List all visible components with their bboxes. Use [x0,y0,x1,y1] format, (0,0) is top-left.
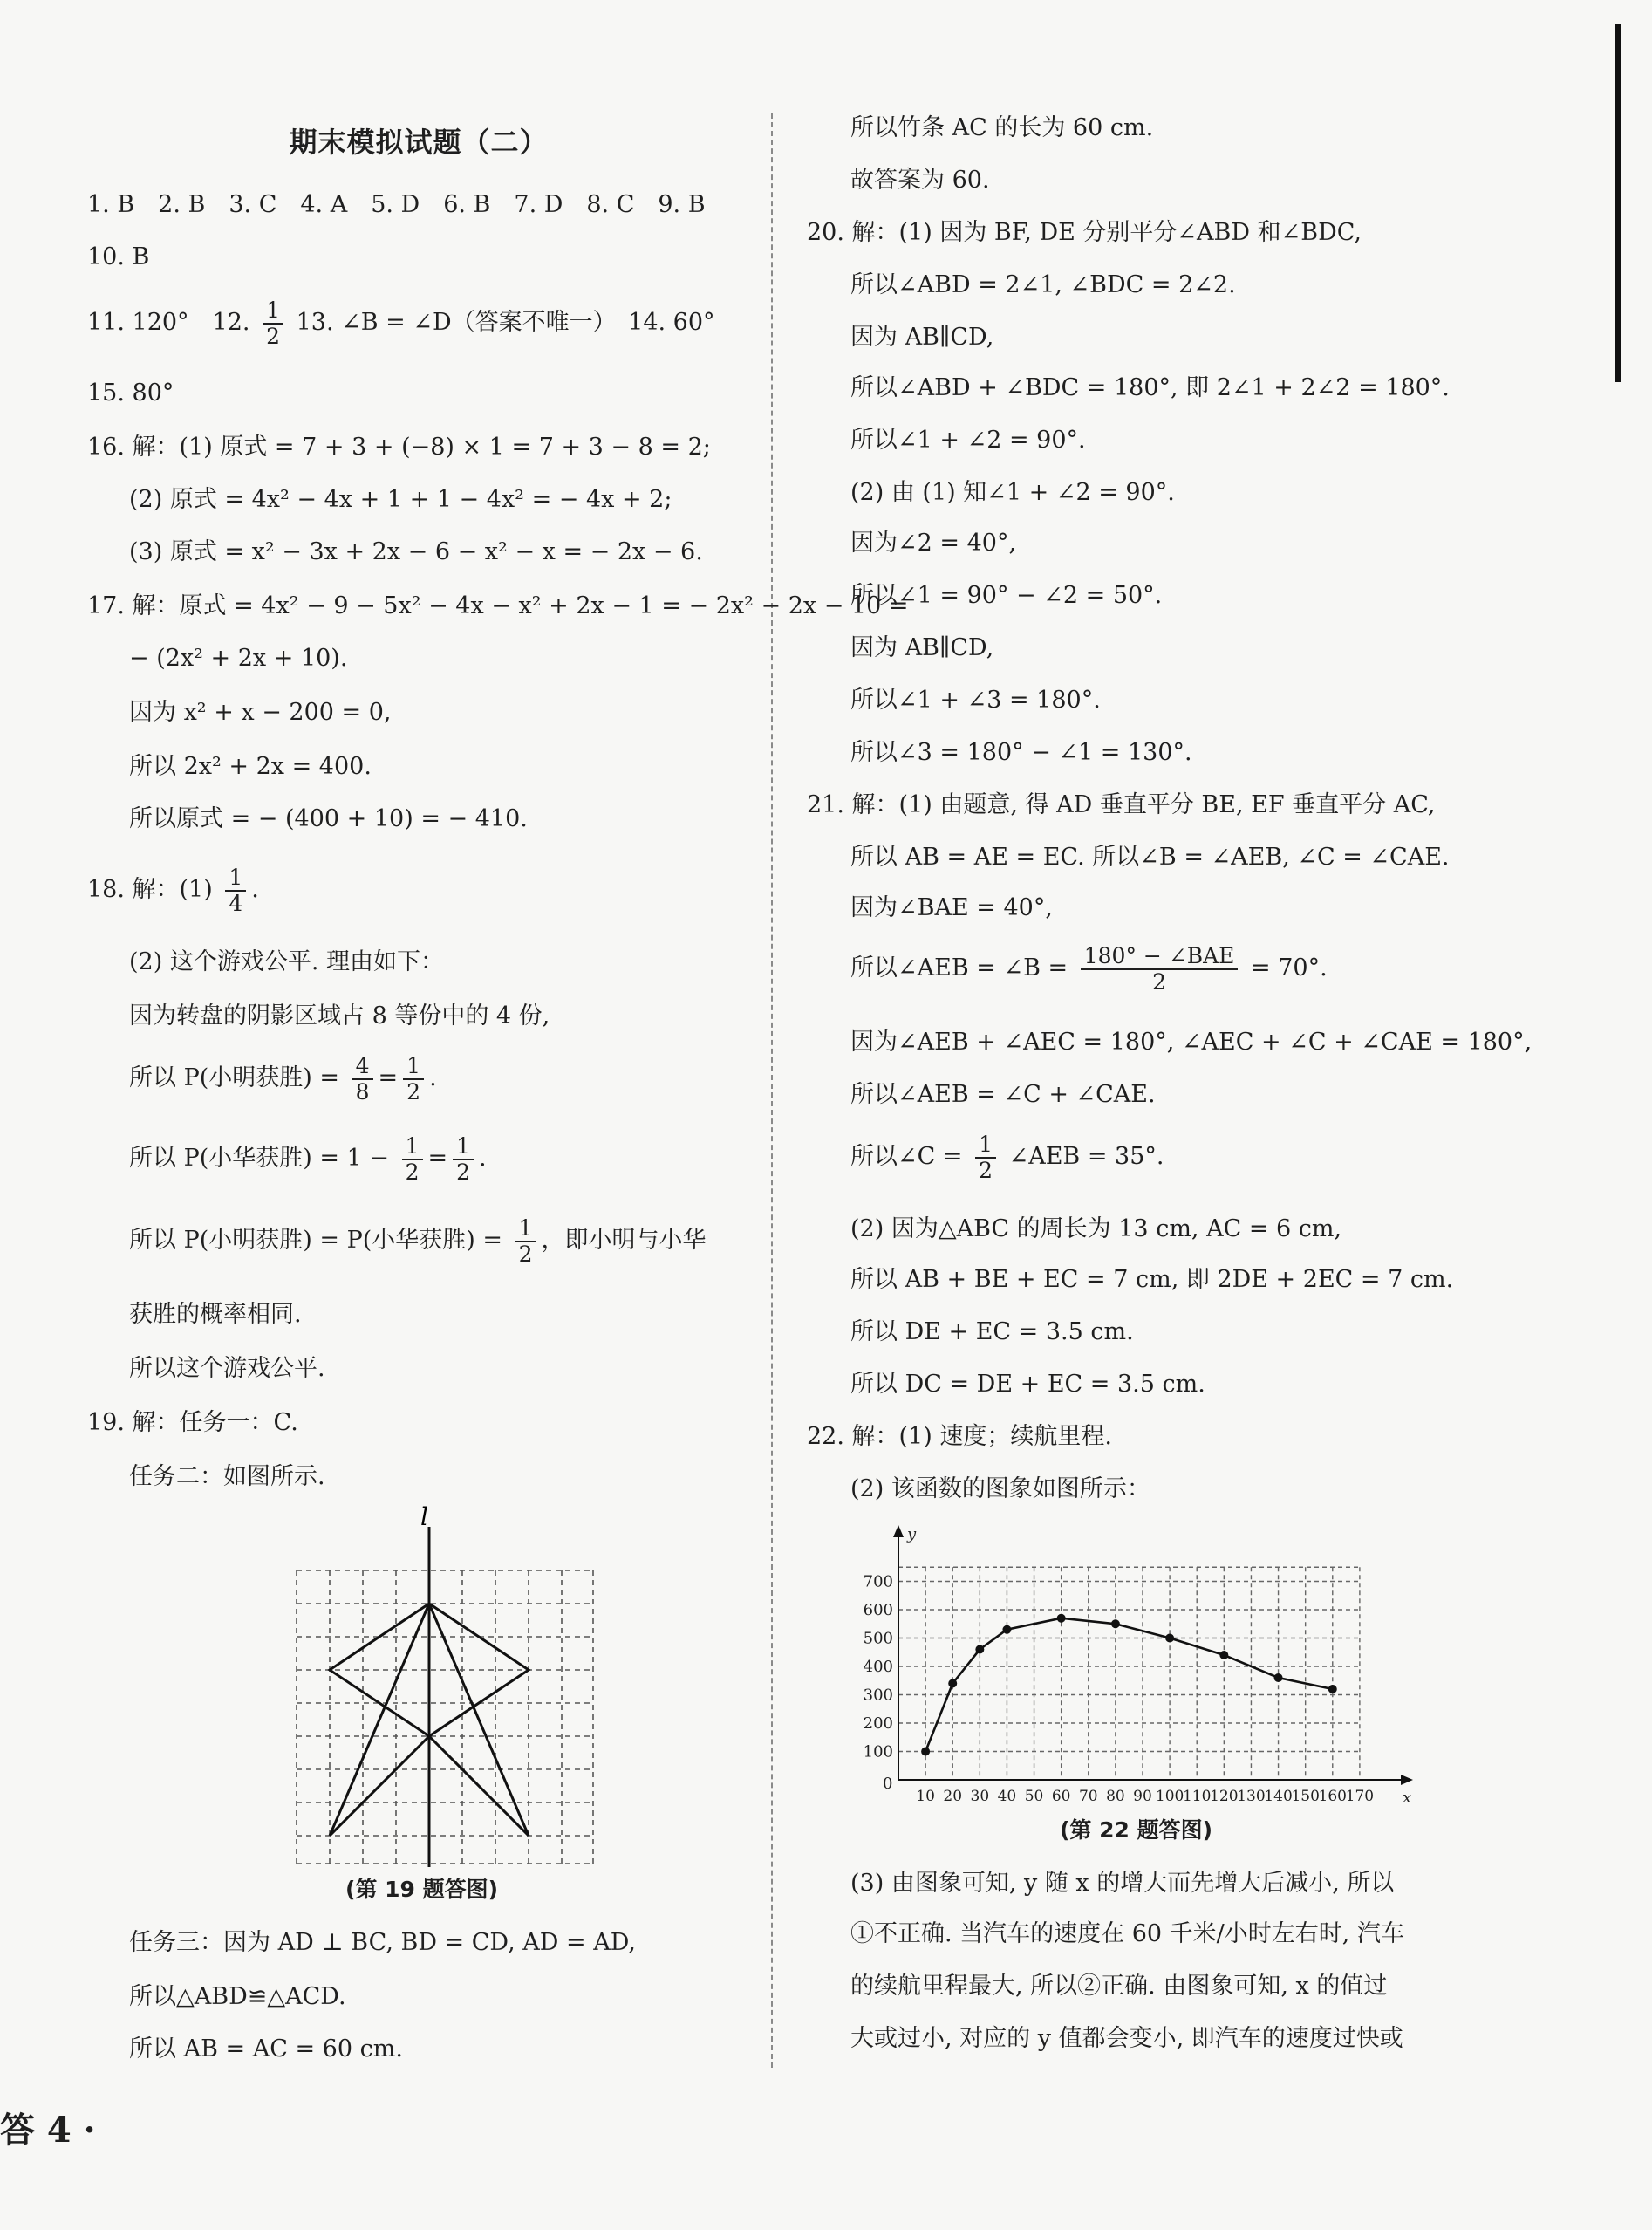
x-tick-label: 100 [1155,1788,1184,1805]
answers-row-1: 1. B 2. B 3. C 4. A 5. D 6. B 7. D 8. C 9. B [87,191,706,218]
q18-line-2: (2) 这个游戏公平. 理由如下： [129,948,444,975]
q19-line-1: 19. 解：任务一：C. [87,1409,298,1436]
q21-line-1: 21. 解：(1) 由题意, 得 AD 垂直平分 BE, EF 垂直平分 AC, [807,791,1436,818]
x-tick-label: 130 [1237,1788,1266,1805]
data-point [1165,1634,1174,1643]
x-tick-label: 80 [1106,1788,1125,1805]
chart-grid [898,1567,1360,1780]
data-point [1219,1651,1228,1659]
q20-line-5: 所以∠1 + ∠2 = 90°. [850,427,1086,454]
q19-line-5: 所以 AB = AC = 60 cm. [129,2035,403,2062]
origin-label: 0 [883,1775,893,1793]
chart-ticks [864,1573,1374,1806]
right-line-1: 所以竹条 AC 的长为 60 cm. [850,114,1154,141]
x-tick-label: 90 [1133,1788,1152,1805]
x-tick-label: 120 [1210,1788,1239,1805]
x-tick-label: 170 [1345,1788,1375,1805]
x-tick-label: 160 [1318,1788,1348,1805]
q20-line-11: 所以∠3 = 180° − ∠1 = 130°. [850,739,1192,766]
y-tick-label: 500 [863,1629,893,1648]
q20-line-4: 所以∠ABD + ∠BDC = 180°, 即 2∠1 + 2∠2 = 180°. [850,374,1450,401]
q20-line-1: 20. 解：(1) 因为 BF, DE 分别平分∠ABD 和∠BDC, [807,219,1362,246]
q19-line-4: 所以△ABD≌△ACD. [129,1983,346,2010]
q21-line-5: 因为∠AEB + ∠AEC = 180°, ∠AEC + ∠C + ∠CAE = 180°, [850,1029,1533,1056]
answers-row-3: 11. 120° 12. $\frac{1}{2}$ 13. ∠B = ∠D（答案不唯一） 14. 60° [87,297,715,349]
q20-line-10: 所以∠1 + ∠3 = 180°. [850,687,1101,714]
q21-line-3: 因为∠BAE = 40°, [850,894,1053,921]
q22-line-4: ①不正确. 当汽车的速度在 60 千米/小时左右时, 汽车 [850,1920,1404,1947]
answer-15: 15. 80° [87,380,174,407]
x-tick-label: 30 [970,1788,990,1805]
figure-19 [288,1502,680,1876]
q16-line-1: 16. 解：(1) 原式 = 7 + 3 + (−8) × 1 = 7 + 3 − 8 = 2; [87,434,711,461]
q22-chart [842,1518,1412,1815]
y-axis-arrow [893,1525,904,1537]
data-point [1057,1614,1066,1623]
q21-line-11: 所以 DC = DE + EC = 3.5 cm. [850,1371,1205,1398]
y-tick-label: 100 [863,1742,893,1761]
q17-line-5: 所以原式 = − (400 + 10) = − 410. [129,805,528,832]
y-axis-label: y [907,1525,917,1543]
q19-line-2: 任务二：如图所示. [129,1463,325,1490]
q16-line-2: (2) 原式 = 4x² − 4x + 1 + 1 − 4x² = − 4x + 2; [129,486,672,513]
q20-line-6: (2) 由 (1) 知∠1 + ∠2 = 90°. [850,479,1175,506]
q17-line-4: 所以 2x² + 2x = 400. [129,753,372,780]
right-line-2: 故答案为 60. [850,167,990,194]
q20-line-2: 所以∠ABD = 2∠1, ∠BDC = 2∠2. [850,271,1236,298]
x-tick-label: 20 [943,1788,963,1805]
q16-line-3: (3) 原式 = x² − 3x + 2x − 6 − x² − x = − 2x − 6. [129,538,703,565]
page-number: 答 4 · [0,2110,96,2151]
data-point [1328,1685,1337,1693]
y-tick-label: 700 [863,1572,893,1591]
fraction: $\frac{1}{2}$ [263,298,283,349]
q19-line-3: 任务三：因为 AD ⊥ BC, BD = CD, AD = AD, [129,1929,636,1956]
answers-row-2: 10. B [87,243,150,270]
q21-line-2: 所以 AB = AE = EC. 所以∠B = ∠AEB, ∠C = ∠CAE. [850,844,1450,871]
column-divider [771,113,773,2068]
y-tick-label: 300 [863,1686,893,1705]
q20-line-8: 所以∠1 = 90° − ∠2 = 50°. [850,582,1163,609]
x-axis-label: x [1403,1789,1412,1807]
q21-line-10: 所以 DE + EC = 3.5 cm. [850,1318,1134,1345]
q20-line-9: 因为 AB∥CD, [850,634,994,661]
x-tick-label: 110 [1182,1788,1212,1805]
q21-line-9: 所以 AB + BE + EC = 7 cm, 即 2DE + 2EC = 7 cm. [850,1266,1454,1293]
q22-line-5: 的续航里程最大, 所以②正确. 由图象可知, x 的值过 [850,1973,1388,2000]
q17-line-3: 因为 x² + x − 200 = 0, [129,699,392,726]
q18-line-3: 因为转盘的阴影区域占 8 等份中的 4 份, [129,1002,550,1029]
q22-line-1: 22. 解：(1) 速度；续航里程. [807,1423,1112,1450]
data-point [1002,1625,1011,1634]
x-tick-label: 140 [1264,1788,1293,1805]
q21-line-7: 所以∠C = $\frac{1}{2}$ ∠AEB = 35°. [850,1131,1164,1183]
page-title: 期末模拟试题（二） [289,126,549,159]
x-tick-label: 150 [1291,1788,1320,1805]
q21-line-8: (2) 因为△ABC 的周长为 13 cm, AC = 6 cm, [850,1215,1342,1242]
q18-line-6: 所以 P(小明获胜) = P(小华获胜) = $\frac{1}{2}$ ，即小明与小华 [129,1214,707,1267]
figure-22-caption: (第 22 题答图) [1060,1817,1213,1843]
data-point [1274,1673,1283,1682]
x-axis-arrow [1401,1775,1413,1785]
q17-line-2: − (2x² + 2x + 10). [129,645,348,672]
q20-line-7: 因为∠2 = 40°, [850,530,1017,557]
q18-line-8: 所以这个游戏公平. [129,1355,325,1382]
axis-label-l: l [420,1502,428,1531]
q22-line-2: (2) 该函数的图象如图所示： [850,1475,1150,1502]
q22-line-6: 大或过小, 对应的 y 值都会变小, 即汽车的速度过快或 [850,2025,1403,2052]
y-tick-label: 200 [863,1714,893,1733]
y-tick-label: 600 [863,1601,893,1619]
data-point [1111,1619,1120,1628]
data-point [948,1679,957,1688]
x-tick-label: 60 [1051,1788,1071,1805]
page-edge-mark [1615,24,1621,382]
q22-line-3: (3) 由图象可知, y 随 x 的增大而先增大后减小, 所以 [850,1870,1395,1897]
x-tick-label: 70 [1078,1788,1098,1805]
fraction: $\frac{1}{4}$ [225,865,246,916]
q18-line-1: 18. 解：(1) $\frac{1}{4}$ . [87,864,259,916]
x-tick-label: 50 [1024,1788,1044,1805]
data-point [975,1645,984,1654]
x-tick-label: 40 [997,1788,1017,1805]
q17-line-1: 17. 解：原式 = 4x² − 9 − 5x² − 4x − x² + 2x − 1 = − 2x² − 2x − 10 = [87,592,909,619]
x-tick-label: 10 [916,1788,935,1805]
q18-line-5: 所以 P(小华获胜) = 1 − $\frac{1}{2}$ = $\frac{1}{2}$ . [129,1132,487,1185]
q18-line-7: 获胜的概率相同. [129,1301,302,1328]
chart-series [921,1614,1337,1756]
q18-line-4: 所以 P(小明获胜) = $\frac{4}{8}$ = $\frac{1}{2}$ . [129,1052,437,1105]
figure-19-caption: (第 19 题答图) [345,1877,499,1902]
data-point [921,1748,930,1756]
q20-line-3: 因为 AB∥CD, [850,324,994,351]
y-tick-label: 400 [863,1658,893,1676]
q21-line-4: 所以∠AEB = ∠B = $\frac{\text{180° − ∠BAE}}{2}$ = 70°. [850,942,1328,995]
q21-line-6: 所以∠AEB = ∠C + ∠CAE. [850,1081,1156,1108]
